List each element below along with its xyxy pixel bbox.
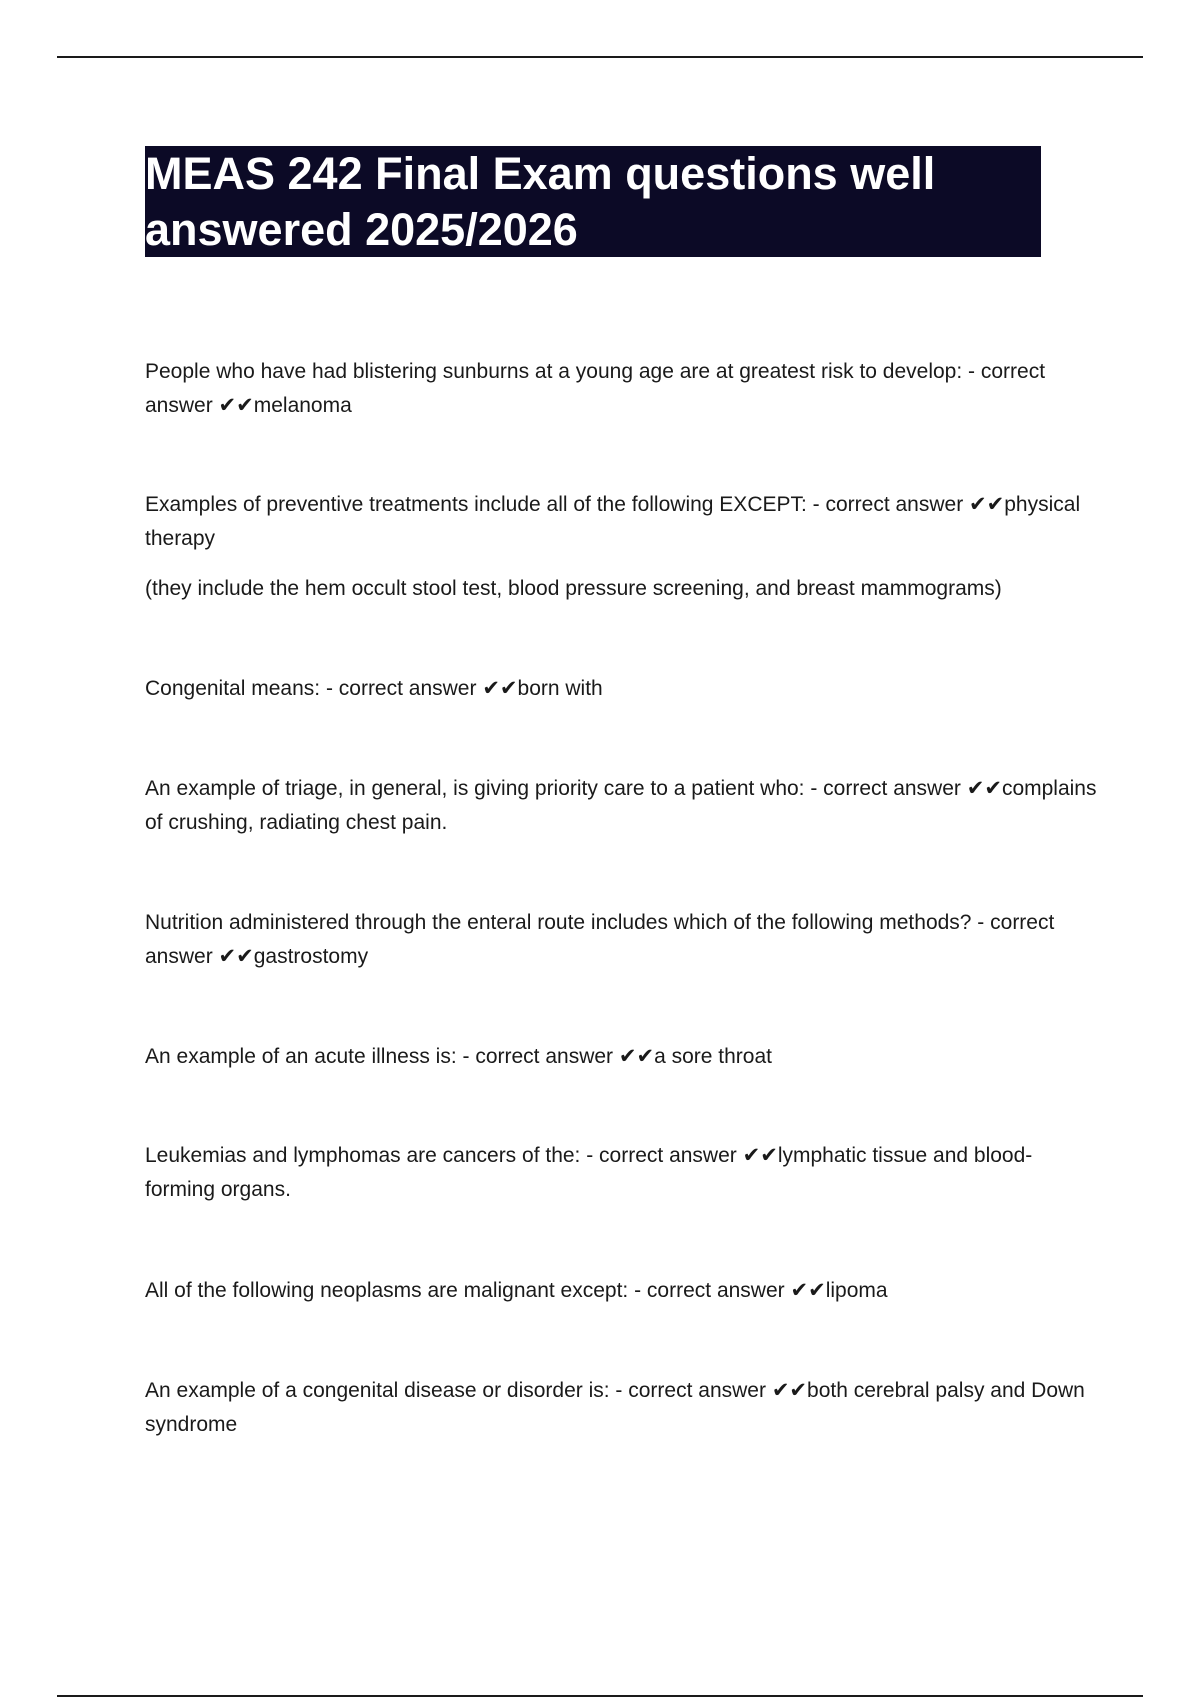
qa-text bbox=[145, 488, 1100, 556]
page-title: MEAS 242 Final Exam questions well answered 2025/2026 bbox=[145, 148, 936, 255]
question-text: Examples of preventive treatments include all of the following EXCEPT: - correct answer bbox=[145, 493, 970, 516]
qa-item-6 bbox=[145, 1040, 1100, 1074]
question-text: Nutrition administered through the enteral route includes which of the following methods? - correct answer bbox=[145, 911, 1055, 968]
qa-text bbox=[145, 1040, 1100, 1074]
qa-note: (they include the hem occult stool test, blood pressure screening, and breast mammograms) bbox=[145, 577, 1002, 600]
answer-text: lymphatic tissue and blood-forming organs. bbox=[145, 1144, 1033, 1201]
header-rule bbox=[57, 56, 1143, 58]
answer-text: born with bbox=[517, 677, 603, 700]
question-text: Congenital means: - correct answer bbox=[145, 677, 483, 700]
qa-text bbox=[145, 1274, 1100, 1308]
qa-item-5 bbox=[145, 906, 1100, 974]
qa-item-7 bbox=[145, 1139, 1100, 1207]
question-text: All of the following neoplasms are malignant except: - correct answer bbox=[145, 1279, 791, 1302]
question-text: An example of an acute illness is: - correct answer bbox=[145, 1045, 619, 1068]
qa-item-3 bbox=[145, 672, 1100, 706]
footer-rule bbox=[57, 1695, 1143, 1697]
answer-text: physical therapy bbox=[145, 493, 1081, 550]
qa-item-4 bbox=[145, 772, 1100, 840]
qa-item-8 bbox=[145, 1274, 1100, 1308]
question-text: An example of triage, in general, is giving priority care to a patient who: - correct answer bbox=[145, 777, 967, 800]
qa-item-2 bbox=[145, 488, 1100, 606]
check-marks: ✔✔ bbox=[218, 394, 254, 417]
answer-text: complains of crushing, radiating chest pain. bbox=[145, 777, 1097, 834]
answer-text: gastrostomy bbox=[253, 945, 369, 968]
check-marks: ✔✔ bbox=[742, 1144, 778, 1167]
answer-text: both cerebral palsy and Down syndrome bbox=[145, 1379, 1085, 1436]
answer-text: a sore throat bbox=[654, 1045, 772, 1068]
qa-item-9 bbox=[145, 1374, 1100, 1442]
answer-text: lipoma bbox=[825, 1279, 888, 1302]
check-marks: ✔✔ bbox=[618, 1045, 655, 1068]
check-marks: ✔✔ bbox=[969, 493, 1005, 516]
qa-text bbox=[145, 906, 1100, 974]
qa-text bbox=[145, 672, 1100, 706]
question-text: An example of a congenital disease or disorder is: - correct answer bbox=[145, 1379, 772, 1402]
question-text: Leukemias and lymphomas are cancers of the: - correct answer bbox=[145, 1144, 743, 1167]
check-marks: ✔✔ bbox=[482, 677, 518, 700]
qa-text bbox=[145, 1374, 1100, 1442]
answer-text: melanoma bbox=[253, 394, 352, 417]
qa-item-1 bbox=[145, 355, 1100, 423]
qa-text bbox=[145, 355, 1100, 423]
check-marks: ✔✔ bbox=[966, 777, 1002, 800]
title-banner bbox=[145, 146, 1041, 257]
check-marks: ✔✔ bbox=[790, 1279, 826, 1302]
check-marks: ✔✔ bbox=[771, 1379, 808, 1402]
qa-text bbox=[145, 772, 1100, 840]
qa-text bbox=[145, 1139, 1100, 1207]
check-marks: ✔✔ bbox=[218, 945, 254, 968]
question-text: People who have had blistering sunburns at a young age are at greatest risk to develop: - correct answer bbox=[145, 360, 1046, 417]
